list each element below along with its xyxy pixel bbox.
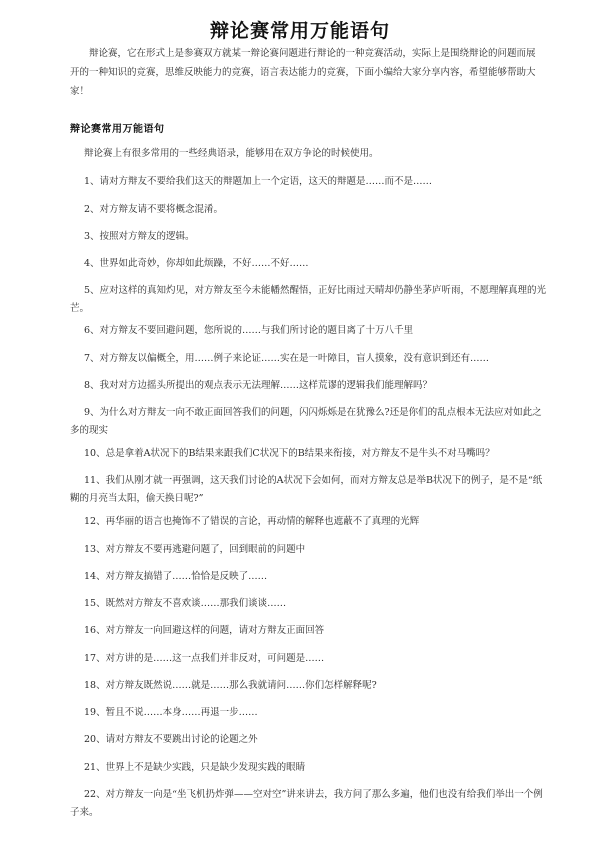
- list-item-9: 9、为什么对方辩友一向不敢正面回答我们的问题，闪闪烁烁是在犹豫么?还是你们的乱点根本无法应对如此之多的现实: [70, 407, 542, 436]
- list-item-8: 8、我对对方边摇头所提出的观点表示无法理解……这样荒谬的逻辑我们能理解吗？: [84, 380, 433, 391]
- list-item-22: 22、对方辩友一向是“坐飞机扔炸弹——空对空”讲来讲去，我方问了那么多遍，他们也没有给我们举出一个例子来。: [70, 789, 543, 818]
- list-item-11: 11、我们从刚才就一再强调，这天我们讨论的A状况下会如何，而对方辩友总是举B状况下的例子，是不是“纸糊的月亮当太阳，偷天换日呢?”: [70, 475, 543, 504]
- list-item-15: 15、既然对方辩友不喜欢谈……那我们谈谈……: [84, 598, 287, 609]
- list-item-6: 6、对方辩友不要回避问题，您所说的……与我们所讨论的题目离了十万八千里: [84, 325, 414, 336]
- list-item-2: 2、对方辩友请不要将概念混淆。: [84, 204, 224, 215]
- list-item-10: 10、总是拿着A状况下的B结果来跟我们C状况下的B结果来衔接，对方辩友不是牛头不对马嘴吗？: [84, 448, 495, 459]
- list-item-3: 3、按照对方辩友的逻辑。: [84, 231, 195, 242]
- list-item-13: 13、对方辩友不要再逃避问题了，回到眼前的问题中: [84, 544, 306, 555]
- section-intro-paragraph: 辩论赛上有很多常用的一些经典语录，能够用在双方争论的时候使用。: [84, 148, 379, 159]
- list-item-12: 12、再华丽的语言也掩饰不了错误的言论，再动情的解释也遮蔽不了真理的光辉: [84, 516, 420, 527]
- list-item-17: 17、对方讲的是……这一点我们并非反对，可问题是……: [84, 653, 325, 664]
- list-item-16: 16、对方辩友一向回避这样的问题，请对方辩友正面回答: [84, 625, 325, 636]
- list-item-21: 21、世界上不是缺少实践，只是缺少发现实践的眼睛: [84, 762, 306, 773]
- list-item-20: 20、请对方辩友不要跳出讨论的论题之外: [84, 734, 258, 745]
- section-heading: 辩论赛常用万能语句: [70, 124, 165, 135]
- list-item-1: 1、请对方辩友不要给我们这天的辩题加上一个定语，这天的辩题是……而不是……: [84, 176, 433, 187]
- list-item-14: 14、对方辩友搞错了……恰恰是反映了……: [84, 571, 268, 582]
- document-title: 辩论赛常用万能语句: [209, 20, 390, 42]
- list-item-5: 5、应对这样的真知灼见，对方辩友至今未能幡然醒悟，正好比雨过天晴却仍静坐茅庐听雨，不愿理解真理的光芒。: [70, 285, 547, 314]
- list-item-7: 7、对方辩友以偏概全，用……例子来论证……实在是一叶障目，盲人摸象，没有意识到还有……: [84, 353, 490, 364]
- list-item-19: 19、暂且不说……本身……再退一步……: [84, 707, 258, 718]
- intro-paragraph: 辩论赛，它在形式上是参赛双方就某一辩论赛问题进行辩论的一种竞赛活动，实际上是围绕辩论的问题而展开的一种知识的竞赛，思维反映能力的竞赛，语言表达能力的竞赛，下面小编给大家分享内容，希望能够帮助大家！: [70, 48, 536, 97]
- list-item-18: 18、对方辩友既然说……就是……那么我就请问……你们怎样解释呢?: [84, 680, 377, 691]
- list-item-4: 4、世界如此奇妙，你却如此烦躁，不好……不好……: [84, 258, 309, 269]
